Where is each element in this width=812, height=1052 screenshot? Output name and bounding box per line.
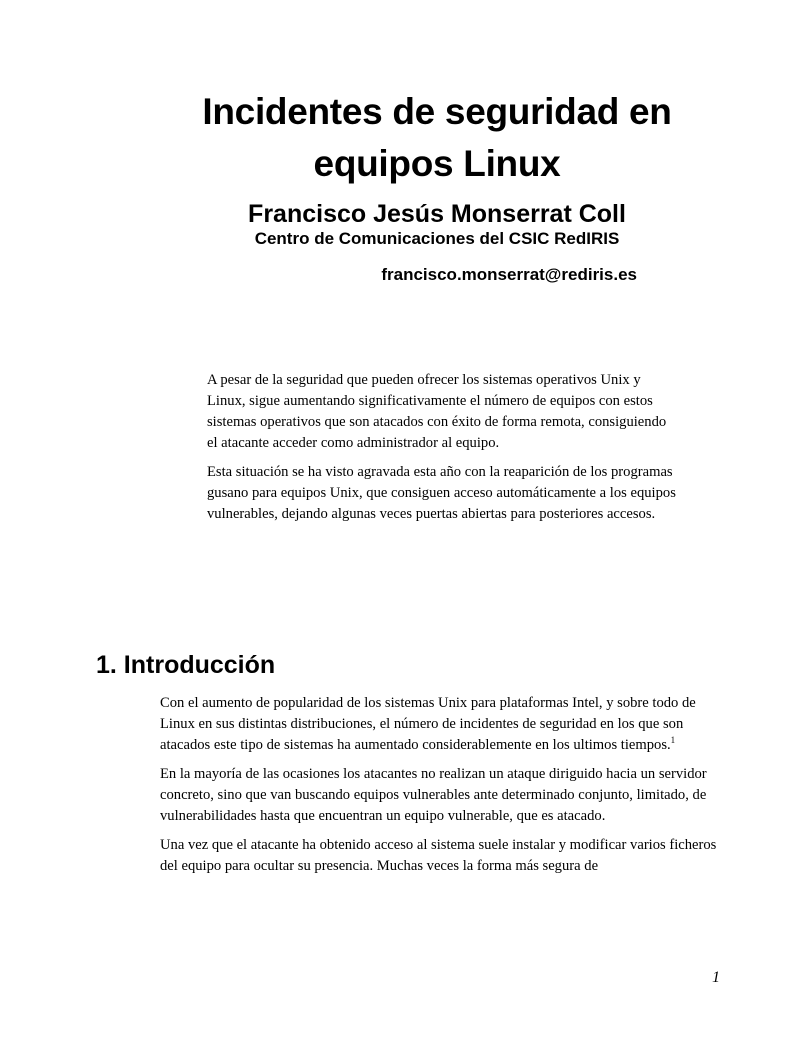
body-paragraph <box>160 693 722 756</box>
author-email: francisco.monserrat@rediris.es <box>381 265 637 284</box>
abstract-paragraph: A pesar de la seguridad que pueden ofrecer los sistemas operativos Unix y Linux, sigue aumentando significativamente el número de equipos con estos sistemas operativos que son atacados con éxito de forma remota, consiguiendo el atacante acceder como administrador al equipo. <box>207 372 667 451</box>
author-name: Francisco Jesús Monserrat Coll <box>248 200 626 228</box>
section-heading-introduction: 1. Introducción <box>96 651 276 679</box>
body-paragraph-text: Con el aumento de popularidad de los sistemas Unix para plataformas Intel, y sobre todo de Linux en sus distintas distribuciones, el número de incidentes de seguridad en los que son atacados este tipo de sistemas ha aumentado considerablemente en los ultimos tiempos. <box>160 695 696 753</box>
title-line-1: Incidentes de seguridad en <box>202 91 672 132</box>
page-number: 1 <box>712 969 720 986</box>
body-paragraph: En la mayoría de las ocasiones los atacantes no realizan un ataque diriguido hacia un servidor concreto, sino que van buscando equipos vulnerables ante determinado conjunto, limitado, de vulnerabilidades hasta que encuentran un equipo vulnerable, que es atacado. <box>160 766 707 824</box>
abstract-paragraph: Esta situación se ha visto agravada esta año con la reaparición de los programas gusano para equipos Unix, que consiguen acceso automáticamente a los equipos vulnerables, dejando algunas veces puertas abiertas para posteriores accesos. <box>207 464 676 522</box>
section-body-introduction <box>160 693 722 885</box>
document-title <box>150 86 724 190</box>
abstract <box>207 370 677 533</box>
author-affiliation: Centro de Comunicaciones del CSIC RedIRIS <box>254 229 620 248</box>
title-line-2: equipos Linux <box>313 143 561 184</box>
body-paragraph: Una vez que el atacante ha obtenido acceso al sistema suele instalar y modificar varios ficheros del equipo para ocultar su presencia. Muchas veces la forma más segura de <box>160 837 717 874</box>
footnote-marker[interactable]: 1 <box>670 735 676 746</box>
